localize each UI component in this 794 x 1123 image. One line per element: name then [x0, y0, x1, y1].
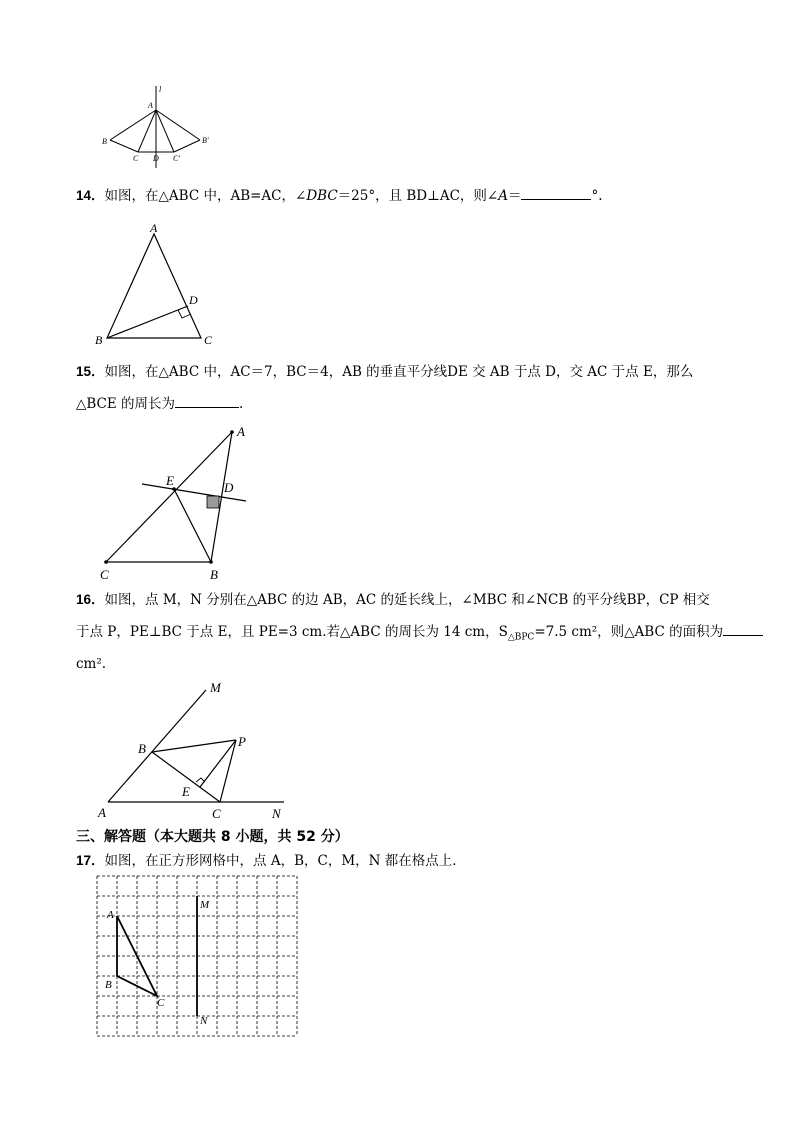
answer-blank[interactable] [175, 395, 239, 408]
label-N: N [200, 1015, 208, 1027]
figure-14 [90, 220, 220, 350]
question-number: 15． [76, 364, 105, 379]
label-C: C [157, 997, 165, 1009]
question-text: 如图，在△ABC 中，AC＝7，BC＝4，AB 的垂直平分线DE 交 AB 于点 D，交 AC 于点 E，那么 [104, 364, 694, 380]
figure-17-grid [90, 872, 304, 1044]
question-16-line-3 [76, 654, 106, 674]
label-B: B [210, 567, 218, 582]
label-B-prime: B′ [202, 136, 209, 145]
question-14 [76, 186, 603, 206]
label-B: B [95, 333, 103, 347]
label-C: C [212, 806, 221, 820]
figure-16 [94, 678, 294, 820]
answer-blank[interactable] [723, 623, 763, 636]
label-A: A [107, 909, 114, 921]
label-M: M [200, 899, 210, 911]
figure-15 [96, 422, 266, 584]
subscript-bpc: △BPC [507, 632, 535, 643]
question-text: =7.5 cm²，则△ABC 的面积为 [534, 624, 724, 640]
question-15-line-2 [76, 394, 243, 414]
angle-dbc: ∠DBC [295, 188, 338, 204]
question-text: °. [591, 188, 603, 204]
label-C: C [100, 567, 109, 582]
question-number: 16． [76, 592, 105, 607]
question-text: 于点 P，PE⊥BC 于点 E，且 PE=3 cm.若△ABC 的周长为 14 cm，S [76, 624, 508, 640]
label-E: E [182, 784, 190, 799]
question-16-line-2 [76, 622, 763, 648]
question-text: △BCE 的周长为 [76, 396, 176, 412]
label-N: N [272, 806, 281, 820]
label-C: C [133, 154, 139, 163]
section-heading: 三、解答题（本大题共 8 小题，共 52 分） [76, 829, 349, 845]
angle-a: ∠A [486, 188, 508, 204]
question-17 [76, 851, 466, 871]
label-A: A [148, 101, 153, 110]
question-text: . [239, 396, 244, 412]
label-P: P [238, 734, 246, 749]
label-B: B [102, 137, 107, 146]
question-number: 14． [76, 188, 105, 203]
label-A: A [150, 221, 158, 235]
label-M: M [210, 680, 221, 695]
question-16 [76, 590, 710, 610]
question-text: 如图，在正方形网格中，点 A，B，C，M，N 都在格点上． [104, 853, 466, 869]
question-number: 17． [76, 853, 105, 868]
question-text: 如图，在△ABC 中，AB=AC， [104, 188, 296, 204]
label-D: D [224, 480, 234, 495]
label-A: A [237, 424, 245, 439]
label-B: B [105, 979, 112, 991]
label-B: B [138, 741, 146, 756]
question-text: ＝ [507, 188, 522, 204]
label-C-prime: C′ [173, 154, 181, 163]
question-text: ＝25°，且 BD⊥AC，则 [337, 188, 487, 204]
label-A: A [98, 805, 106, 820]
label-D: D [189, 293, 198, 307]
label-C: C [204, 333, 213, 347]
question-15 [76, 362, 693, 382]
question-text: cm². [76, 656, 107, 672]
answer-blank[interactable] [521, 187, 591, 200]
figure-13 [96, 84, 226, 170]
label-D: D [153, 154, 159, 163]
question-text: 如图，点 M，N 分别在△ABC 的边 AB，AC 的延长线上，∠MBC 和∠NCB 的平分线BP，CP 相交 [104, 592, 710, 608]
label-E: E [166, 473, 174, 488]
label-l: l [159, 85, 162, 94]
